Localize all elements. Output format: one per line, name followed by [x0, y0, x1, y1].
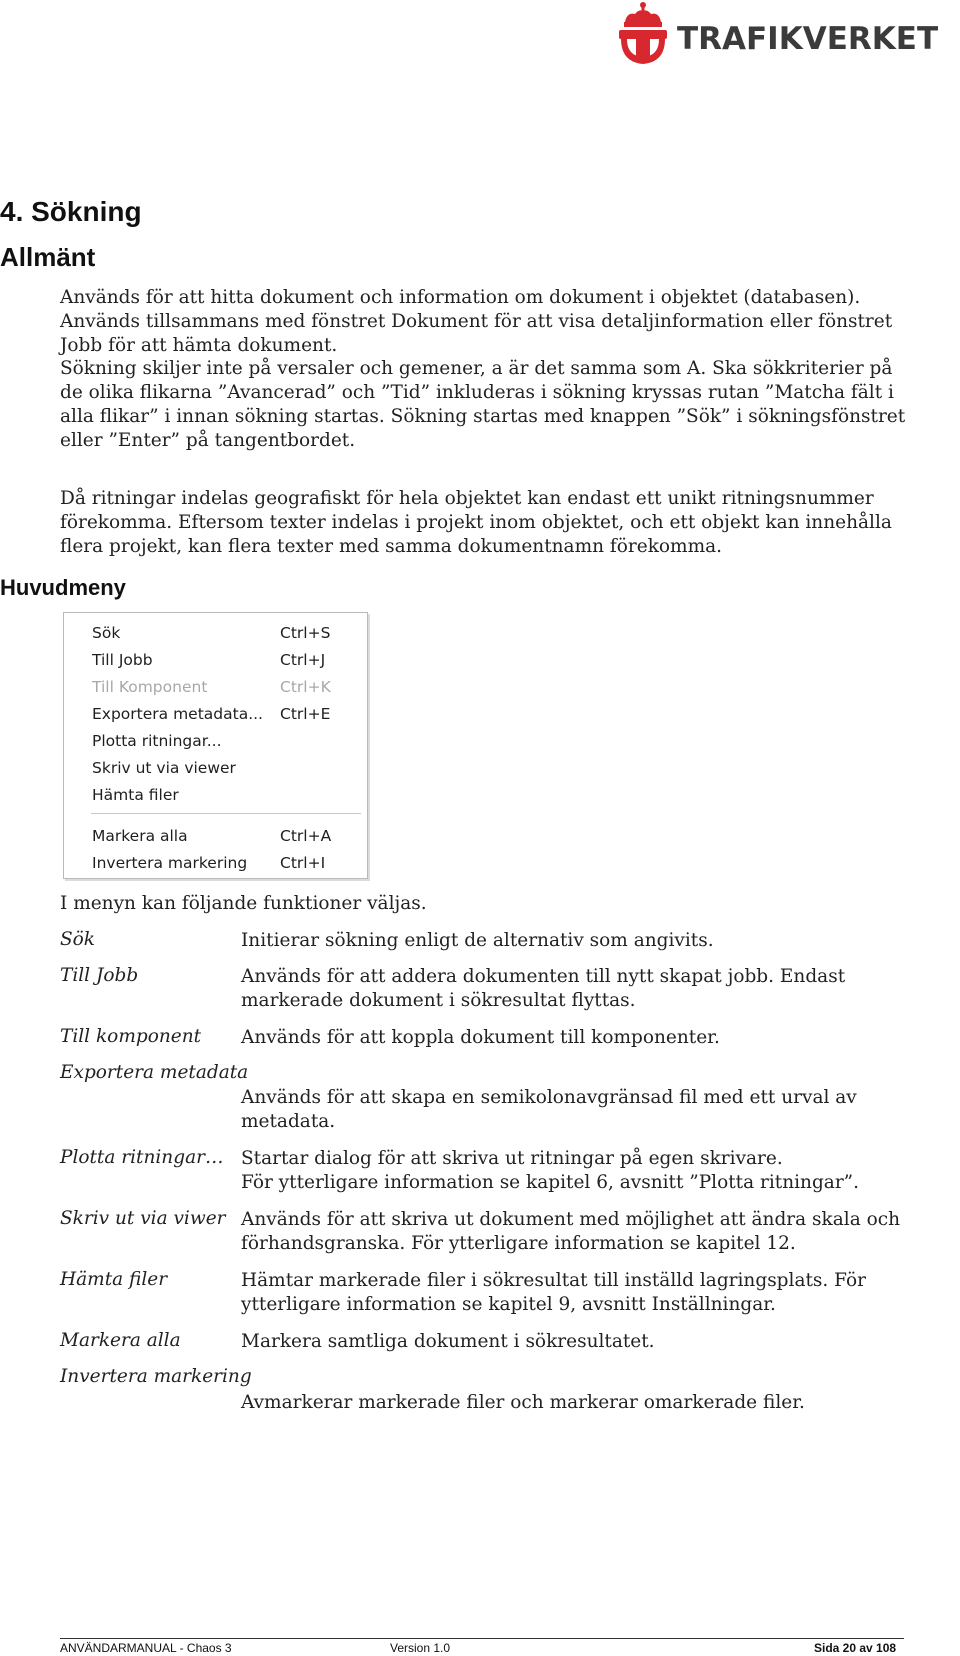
shortcut-label: Ctrl+I: [280, 854, 326, 872]
shortcut-label: Ctrl+E: [280, 705, 331, 723]
menu-item-markera-alla[interactable]: Markera alla Ctrl+A: [92, 827, 332, 845]
footer-page-number: Sida 20 av 108: [814, 1641, 897, 1655]
menu-intro: I menyn kan följande funktioner väljas.: [60, 893, 427, 914]
term-plotta-ritningar: Plotta ritningar…: [60, 1147, 224, 1168]
footer-divider: [60, 1638, 904, 1639]
term-invertera-markering: Invertera markering: [60, 1366, 252, 1387]
menu-item-till-jobb[interactable]: Till Jobb Ctrl+J: [92, 651, 326, 669]
menu-item-plotta-ritningar[interactable]: Plotta ritningar...: [92, 732, 222, 750]
brand-wordmark: TRAFIKVERKET: [677, 21, 939, 57]
menu-item-exportera-metadata[interactable]: Exportera metadata... Ctrl+E: [92, 705, 331, 723]
paragraph-search-rules: Sökning skiljer inte på versaler och gemener, a är det samma som A. Ska sökkriterier på de olika flikarna ”Avancerad” och ”Tid” inkluderas i sökning kryssas rutan ”Matcha fält i alla flikar” i innan sökning startas. Sökning startas med knappen ”Sök” i sökningsfönstret eller ”Enter” på tangentbordet.: [60, 358, 906, 451]
definition-hamta-filer: Hämtar markerade filer i sökresultat till inställd lagringsplats. För ytterligare information se kapitel 9, avsnitt Inställningar.: [241, 1270, 866, 1315]
paragraph-purpose: Används för att hitta dokument och information om dokument i objektet (databasen). Används tillsammans med fönstret Dokument för att visa detaljinformation eller fönstret Jobb för att hämta dokument.: [60, 287, 893, 356]
definition-skriv-ut-via-viewer: Används för att skriva ut dokument med möjlighet att ändra skala och förhandsgranska. För ytterligare information se kapitel 12.: [241, 1209, 901, 1254]
definition-sok: Initierar sökning enligt de alternativ som angivits.: [241, 930, 714, 951]
definition-markera-alla: Markera samtliga dokument i sökresultatet.: [241, 1331, 655, 1352]
section-heading-main-menu: Huvudmeny: [0, 575, 126, 600]
term-exportera-metadata: Exportera metadata: [60, 1062, 249, 1083]
definition-till-komponent: Används för att koppla dokument till komponenter.: [241, 1027, 720, 1048]
menu-item-invertera-markering[interactable]: Invertera markering Ctrl+I: [92, 854, 326, 872]
main-menu-screenshot: [63, 612, 368, 879]
paragraph-drawings: Då ritningar indelas geografiskt för hela objektet kan endast ett unikt ritningsnummer förekomma. Eftersom texter indelas i projekt inom objektet, och ett objekt kan innehålla flera projekt, kan flera texter med samma dokumentnamn förekomma.: [60, 488, 892, 557]
term-sok: Sök: [60, 929, 96, 950]
shortcut-label: Ctrl+J: [280, 651, 326, 669]
term-till-komponent: Till komponent: [60, 1026, 202, 1047]
term-hamta-filer: Hämta filer: [60, 1269, 168, 1290]
footer-document-name: ANVÄNDARMANUAL - Chaos 3: [60, 1641, 232, 1655]
menu-item-till-komponent: Till Komponent Ctrl+K: [92, 678, 331, 696]
menu-separator: [91, 813, 361, 815]
term-till-jobb: Till Jobb: [60, 965, 139, 986]
shortcut-label: Ctrl+K: [280, 678, 331, 696]
shortcut-label: Ctrl+S: [280, 624, 331, 642]
footer-version: Version 1.0: [390, 1641, 451, 1655]
definition-till-jobb: Används för att addera dokumenten till nytt skapat jobb. Endast markerade dokument i sökresultat flyttas.: [241, 966, 846, 1011]
chapter-title: 4. Sökning: [0, 196, 142, 227]
trafikverket-logo: [615, 0, 960, 72]
definition-exportera-metadata: Används för att skapa en semikolonavgränsad fil med ett urval av metadata.: [241, 1087, 857, 1132]
definition-plotta-ritningar: Startar dialog för att skriva ut ritningar på egen skrivare. För ytterligare information se kapitel 6, avsnitt ”Plotta ritningar”.: [241, 1148, 860, 1193]
term-markera-alla: Markera alla: [60, 1330, 181, 1351]
term-skriv-ut-via-viewer: Skriv ut via viwer: [60, 1208, 226, 1229]
shortcut-label: Ctrl+A: [280, 827, 332, 845]
menu-item-hamta-filer[interactable]: Hämta filer: [92, 786, 179, 804]
section-heading-general: Allmänt: [0, 242, 96, 272]
menu-item-sok[interactable]: Sök Ctrl+S: [92, 624, 331, 642]
definition-invertera-markering: Avmarkerar markerade filer och markerar omarkerade filer.: [241, 1392, 805, 1413]
menu-item-skriv-ut-via-viewer[interactable]: Skriv ut via viewer: [92, 759, 236, 777]
crown-emblem-icon: [615, 0, 671, 70]
